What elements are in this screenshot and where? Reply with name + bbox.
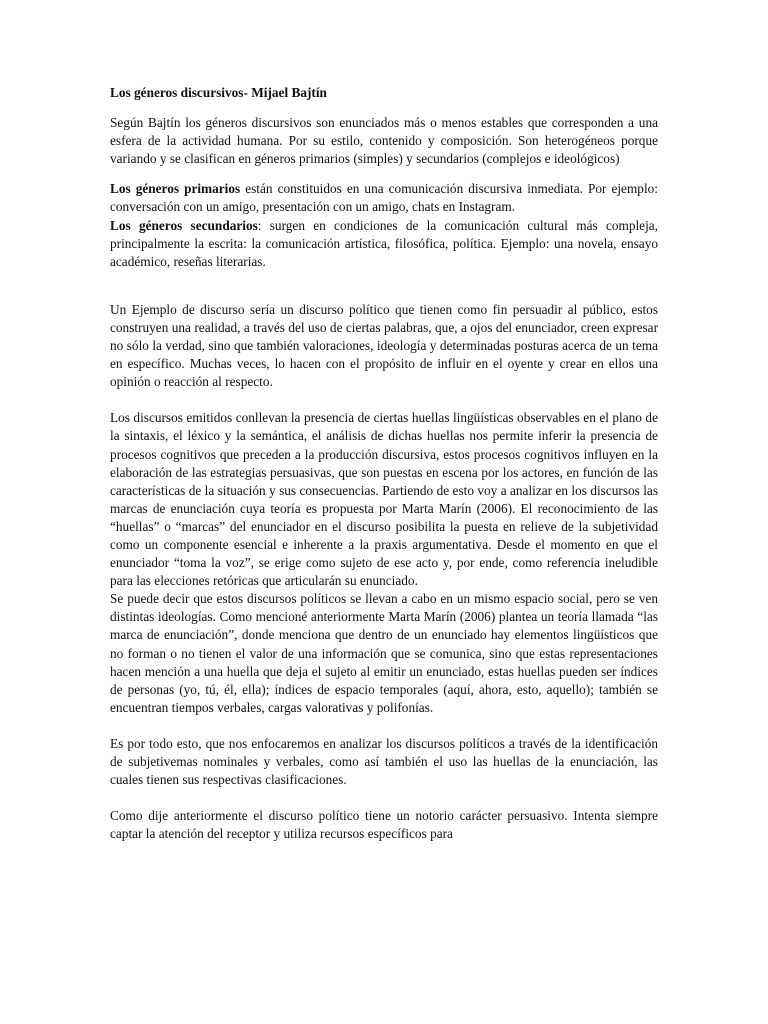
document-body bbox=[110, 84, 658, 843]
paragraph-intro: Según Bajtín los géneros discursivos son enunciados más o menos estables que corresponden a una esfera de la actividad humana. Por su estilo, contenido y composición. Son heterogéneos porque variando y se clasifican en géneros primarios (simples) y secundarios (complejos e ideológicos) bbox=[110, 115, 658, 167]
term-secundarios: Los géneros secundarios bbox=[110, 217, 258, 233]
paragraph-ejemplo-discurso: Un Ejemplo de discurso sería un discurso político que tienen como fin persuadir al público, estos construyen una realidad, a través del uso de ciertas palabras, que, a ojos del enunciador, creen expresar no sólo la verdad, sino que también valoraciones, ideología y determinadas posturas acerca de un tema en específico. Muchas veces, lo hacen con el propósito de influir en el oyente y crear en ellos una opinión o reacción al respecto. bbox=[110, 301, 658, 390]
paragraph-persuasivo: Como dije anteriormente el discurso político tiene un notorio carácter persuasivo. Intenta siempre captar la atención del receptor y utiliza recursos específicos para bbox=[110, 808, 658, 842]
paragraph-huellas: Los discursos emitidos conllevan la presencia de ciertas huellas lingüísticas observables en el plano de la sintaxis, el léxico y la semántica, el análisis de dichas huellas nos permite inferir la presencia de procesos cognitivos que preceden a la producción discursiva, estos procesos cognitivos influyen en la elaboración de las estrategias persuasivas, que son puestas en escena por los actores, en función de las características de la situación y sus consecuencias. Partiendo de esto voy a analizar en los discursos las marcas de enunciación cuya teoría es propuesta por Marta Marín (2006). El reconocimiento de las “huellas” o “marcas” del enunciador en el discurso posibilita la puesta en relieve de la subjetividad como un componente esencial e inherente a la praxis argumentativa. Desde el momento en que el enunciador “toma la voz”, se erige como sujeto de ese acto y, por ende, como referencia ineludible para las elecciones retóricas que articularán su enunciado. bbox=[110, 410, 658, 589]
paragraph-espacio-social: Se puede decir que estos discursos políticos se llevan a cabo en un mismo espacio social, pero se ven distintas ideologías. Como mencioné anteriormente Marta Marín (2006) plantea un teoría llamada “las marca de enunciación”, donde menciona que dentro de un enunciado hay elementos lingüísticos que no forman o no tienen el valor de una información que se comunica, sino que estas representaciones hacen mención a una huella que deja el sujeto al emitir un enunciado, estas huellas pueden ser índices de personas (yo, tú, él, ella); índices de espacio temporales (aquí, ahora, esto, aquello); también se encuentran tiempos verbales, cargas valorativas y polifonías. bbox=[110, 591, 658, 715]
secundarios-definition: : surgen en condiciones de la comunicación cultural más compleja, principalmente la escrita: la comunicación artística, filosófica, política. Ejemplo: una novela, ensayo académico, reseñas literarias. bbox=[110, 217, 658, 269]
primarios-definition: están constituidos en una comunicación discursiva inmediata. Por ejemplo: conversación con un amigo, presentación con un amigo, chats en Instagram. bbox=[110, 181, 658, 215]
term-primarios: Los géneros primarios bbox=[110, 181, 241, 197]
paragraph-enfoque: Es por todo esto, que nos enfocaremos en analizar los discursos políticos a través de la identificación de subjetivemas nominales y verbales, como así también el uso las huellas de la enunciación, las cuales tienen sus respectivas clasificaciones. bbox=[110, 735, 658, 788]
paragraph-primarios bbox=[110, 180, 658, 216]
document-title: Los géneros discursivos- Mijael Bajtín bbox=[110, 85, 327, 100]
paragraph-secundarios bbox=[110, 217, 658, 271]
